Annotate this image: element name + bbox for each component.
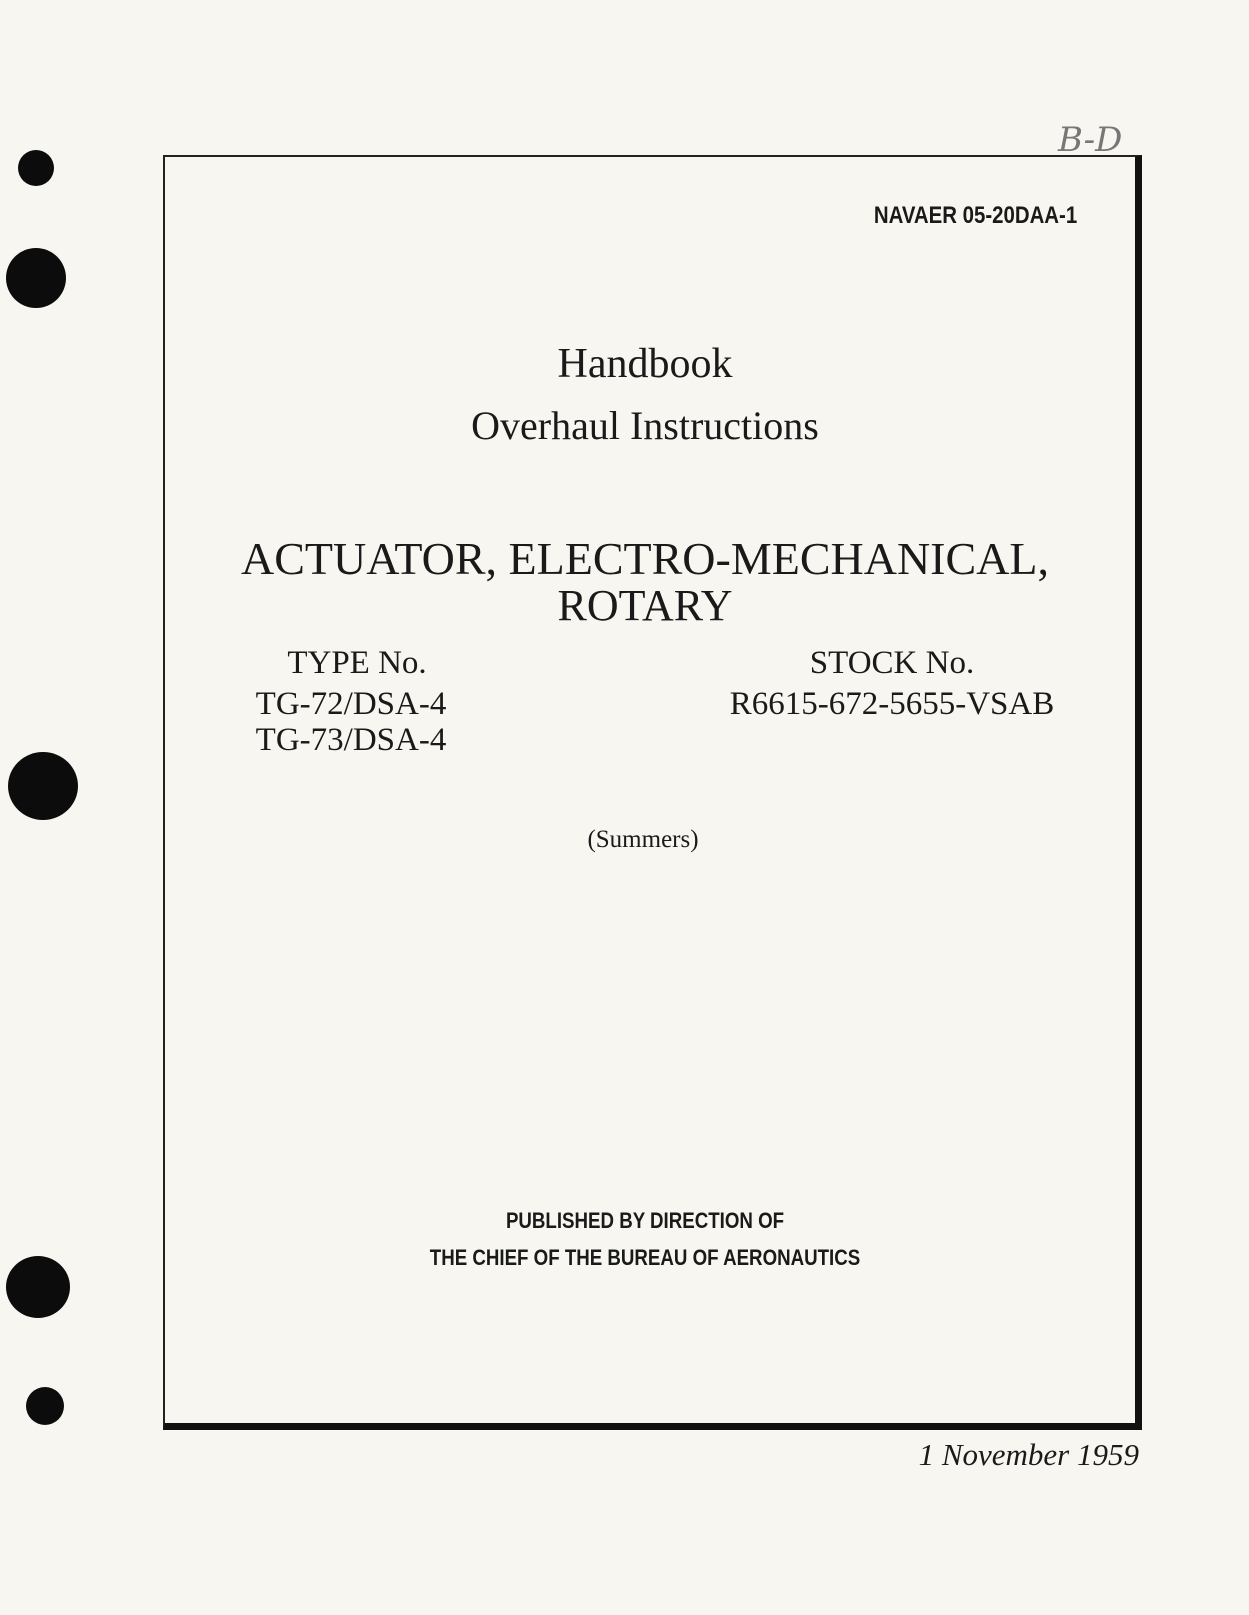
title-overhaul: Overhaul Instructions xyxy=(471,403,819,448)
stock-value: R6615-672-5655-VSAB xyxy=(729,686,1055,722)
manufacturer: (Summers) xyxy=(587,826,699,853)
stock-label: STOCK No. xyxy=(809,645,975,681)
publisher-line-1: PUBLISHED BY DIRECTION OF xyxy=(505,1208,785,1233)
type-value: TG-73/DSA-4 xyxy=(255,722,447,758)
punch-hole xyxy=(18,150,54,186)
punch-hole xyxy=(26,1387,64,1425)
punch-hole xyxy=(8,752,78,820)
punch-hole xyxy=(6,248,66,308)
document-number: NAVAER 05-20DAA-1 xyxy=(873,202,1077,229)
type-label: TYPE No. xyxy=(287,645,427,681)
type-value: TG-72/DSA-4 xyxy=(255,686,447,722)
publication-date: 1 November 1959 xyxy=(918,1437,1139,1472)
subject-line-2: ROTARY xyxy=(557,581,733,630)
punch-hole xyxy=(6,1256,70,1318)
publisher-line-2: THE CHIEF OF THE BUREAU OF AERONAUTICS xyxy=(429,1245,861,1270)
handwritten-mark: B-D xyxy=(1058,120,1123,160)
title-handbook: Handbook xyxy=(557,341,733,387)
subject-line-1: ACTUATOR, ELECTRO-MECHANICAL, xyxy=(241,533,1049,584)
